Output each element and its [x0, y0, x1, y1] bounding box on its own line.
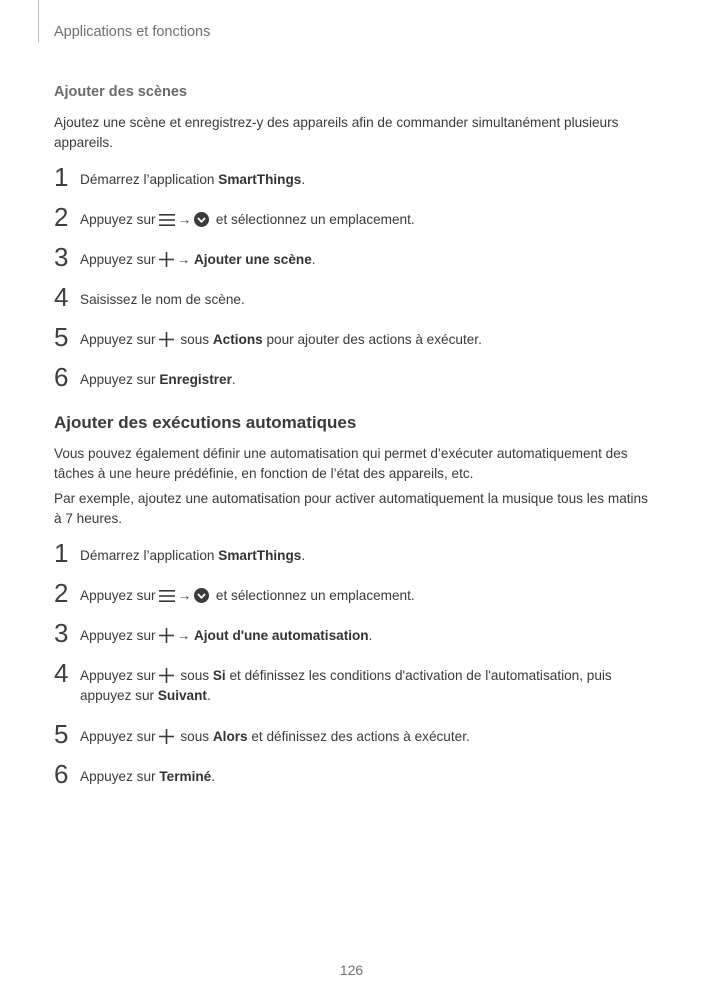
- step-bold-label: Actions: [212, 332, 263, 347]
- step-number: 6: [54, 362, 69, 392]
- page-number: 126: [339, 962, 364, 978]
- dropdown-circle-icon: [194, 588, 209, 603]
- step-text-mid: sous: [176, 332, 213, 347]
- plus-icon: [159, 668, 174, 683]
- step-text: [80, 586, 640, 606]
- step-text-pre: Appuyez sur: [80, 729, 156, 744]
- plus-icon: [159, 332, 174, 347]
- step-text-post: et définissez des actions à exécuter.: [247, 729, 470, 744]
- step-text-post: .: [206, 688, 211, 703]
- step-text-post: .: [311, 252, 316, 267]
- arrow-glyph: →: [176, 628, 194, 643]
- step-text-post: .: [301, 172, 306, 187]
- menu-icon: [159, 213, 175, 227]
- step-text: [80, 546, 640, 566]
- step-text-post: et sélectionnez un emplacement.: [212, 212, 415, 227]
- step-text-pre: Démarrez l’application: [80, 548, 219, 563]
- menu-icon: [159, 589, 175, 603]
- step-bold-label: Ajout d'une automatisation: [193, 628, 369, 643]
- step-text-pre: Appuyez sur: [80, 332, 156, 347]
- step-number: 5: [54, 322, 69, 352]
- automations-example: Par exemple, ajoutez une automatisation pour activer automatiquement la musique tous les matins à 7 heures.: [54, 491, 648, 526]
- step-bold-label: Suivant: [157, 688, 207, 703]
- step-text-post: .: [231, 372, 236, 387]
- step-text: [80, 626, 640, 646]
- scenes-intro: Ajoutez une scène et enregistrez-y des appareils afin de commander simultanément plusieurs appareils.: [54, 115, 619, 150]
- step-text-pre: Appuyez sur: [80, 372, 160, 387]
- step-text: [80, 170, 640, 190]
- header-divider: [38, 0, 39, 42]
- step-text-post: .: [368, 628, 373, 643]
- step-bold-label: Si: [212, 668, 226, 683]
- step-text-pre: Appuyez sur: [80, 769, 160, 784]
- step-text-post: .: [211, 769, 215, 784]
- plus-icon: [159, 729, 174, 744]
- step-number: 4: [54, 658, 69, 688]
- step-text-post: pour ajouter des actions à exécuter.: [262, 332, 482, 347]
- step-text: [80, 370, 640, 390]
- automations-section-title: Ajouter des exécutions automatiques: [54, 413, 357, 432]
- step-text: [80, 666, 640, 706]
- step-text-mid: sous: [176, 729, 213, 744]
- step-number: 1: [54, 538, 69, 568]
- step-text-pre: Appuyez sur: [80, 212, 156, 227]
- step-text: [80, 210, 640, 230]
- step-text-pre: Appuyez sur: [80, 628, 156, 643]
- scenes-section-title: Ajouter des scènes: [54, 84, 187, 100]
- step-text: [80, 330, 640, 350]
- step-number: 4: [54, 282, 69, 312]
- step-bold-label: SmartThings: [218, 548, 302, 563]
- step-bold-label: Enregistrer: [159, 372, 232, 387]
- step-number: 6: [54, 759, 69, 789]
- step-text-post: .: [301, 548, 306, 563]
- plus-icon: [159, 252, 174, 267]
- step-bold-label: SmartThings: [218, 172, 302, 187]
- step-number: 3: [54, 618, 69, 648]
- step-number: 5: [54, 719, 69, 749]
- step-text-post: et sélectionnez un emplacement.: [212, 588, 415, 603]
- arrow-glyph: →: [176, 252, 194, 267]
- step-text: [80, 727, 640, 747]
- step-bold-label: Alors: [212, 729, 248, 744]
- step-text-pre: Démarrez l’application: [80, 172, 219, 187]
- step-text-post: et définissez les conditions d'activation de l'automatisation, puis appuyez sur: [80, 668, 612, 703]
- step-number: 2: [54, 202, 69, 232]
- step-number: 2: [54, 578, 69, 608]
- step-text: [80, 767, 640, 787]
- step-text-pre: Appuyez sur: [80, 588, 156, 603]
- dropdown-circle-icon: [194, 212, 209, 227]
- step-bold-label: Terminé: [159, 769, 212, 784]
- automations-intro: Vous pouvez également définir une automatisation qui permet d’exécuter automatiquement des tâches à une heure prédéfinie, en fonction de l’état des appareils, etc.: [54, 446, 628, 481]
- plus-icon: [159, 628, 174, 643]
- step-text: [80, 250, 640, 270]
- arrow-glyph: →: [177, 212, 192, 227]
- step-text-mid: sous: [176, 668, 213, 683]
- step-number: 3: [54, 242, 69, 272]
- step-bold-label: Ajouter une scène: [193, 252, 312, 267]
- step-number: 1: [54, 162, 69, 192]
- step-text-pre: Appuyez sur: [80, 668, 156, 683]
- page-header-title: Applications et fonctions: [54, 24, 211, 40]
- step-text: Saisissez le nom de scène.: [80, 292, 245, 307]
- step-text-pre: Appuyez sur: [80, 252, 156, 267]
- arrow-glyph: →: [177, 588, 192, 603]
